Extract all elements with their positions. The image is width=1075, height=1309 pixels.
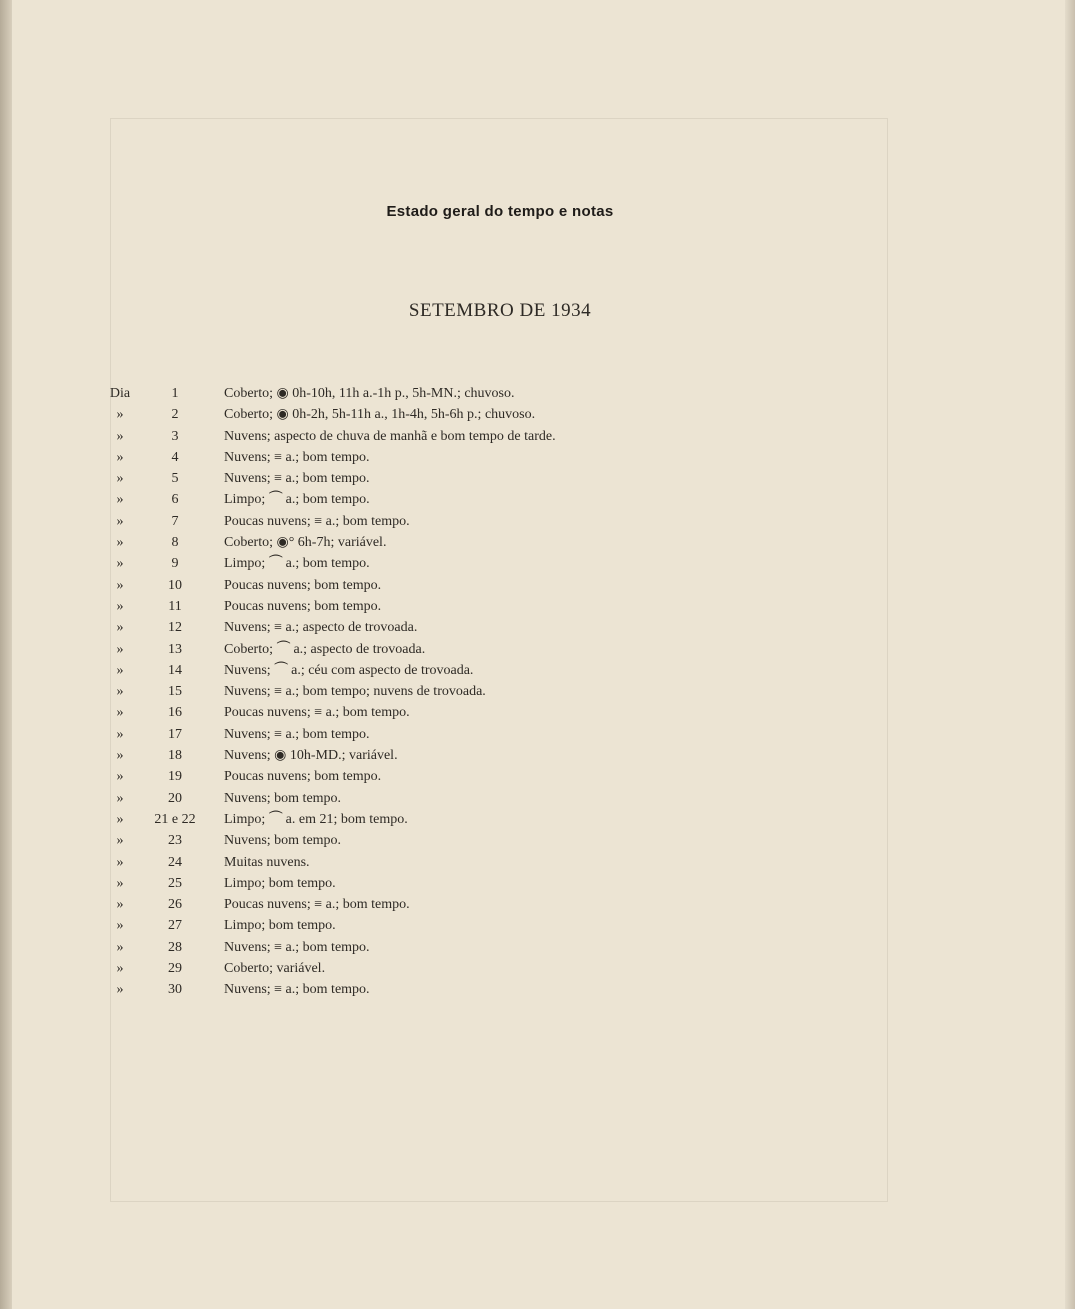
day-number: 25 (168, 875, 182, 891)
day-number: 27 (168, 918, 182, 934)
day-prefix: » (116, 705, 124, 721)
day-number: 9 (171, 556, 179, 572)
weather-note: Limpo; bom tempo. (224, 875, 336, 891)
day-number: 24 (168, 854, 182, 870)
day-prefix: » (116, 854, 124, 870)
daily-note-row (0, 489, 1000, 510)
day-number: 3 (171, 428, 179, 444)
day-prefix: Dia (109, 386, 131, 401)
day-number: 8 (171, 535, 179, 551)
weather-note: Poucas nuvens; ≡ a.; bom tempo. (224, 705, 410, 721)
day-prefix: » (116, 939, 124, 955)
weather-note: Poucas nuvens; bom tempo. (224, 598, 382, 614)
page-right-edge (1065, 0, 1075, 1309)
day-prefix: » (116, 471, 124, 487)
weather-note: Nuvens; bom tempo. (224, 833, 342, 849)
weather-note: Nuvens; ≡ a.; bom tempo. (224, 982, 370, 998)
day-number: 19 (168, 769, 182, 785)
weather-note: Coberto; variável. (224, 961, 326, 977)
daily-note-row (0, 532, 1000, 553)
daily-note-row (0, 852, 1000, 873)
day-number: 15 (168, 684, 182, 700)
day-number: 23 (168, 833, 182, 849)
day-prefix: » (116, 833, 124, 849)
day-number: 12 (168, 620, 182, 636)
daily-note-row (0, 553, 1000, 574)
day-prefix: » (116, 897, 124, 913)
day-number: 29 (168, 961, 182, 977)
weather-note: Poucas nuvens; ≡ a.; bom tempo. (224, 513, 410, 529)
weather-note: Poucas nuvens; ≡ a.; bom tempo. (224, 897, 410, 913)
day-number: 30 (168, 982, 182, 998)
daily-note-row (0, 702, 1000, 723)
daily-note-row (0, 958, 1000, 979)
day-prefix: » (116, 577, 124, 593)
day-number: 13 (168, 641, 182, 657)
day-number: 7 (171, 513, 179, 529)
weather-note: Limpo; bom tempo. (224, 918, 336, 934)
weather-note: Coberto; ⏜ a.; aspecto de trovoada. (224, 641, 426, 657)
day-number: 6 (171, 492, 179, 508)
day-prefix: » (116, 662, 124, 678)
day-number: 28 (168, 939, 182, 955)
weather-note: Nuvens; ≡ a.; bom tempo. (224, 471, 370, 487)
weather-note: Limpo; ⏜ a.; bom tempo. (224, 556, 370, 572)
section-heading: Estado geral do tempo e notas (386, 203, 614, 220)
weather-note: Poucas nuvens; bom tempo. (224, 769, 382, 785)
daily-notes-list (0, 383, 1000, 1001)
day-prefix: » (116, 961, 124, 977)
day-prefix: » (116, 811, 124, 827)
daily-note-row (0, 724, 1000, 745)
weather-note: Coberto; ◉ 0h-2h, 5h-11h a., 1h-4h, 5h-6h p.; chuvoso. (224, 407, 536, 423)
daily-note-row (0, 894, 1000, 915)
day-prefix: » (116, 620, 124, 636)
daily-note-row (0, 468, 1000, 489)
weather-note: Nuvens; ≡ a.; bom tempo. (224, 939, 370, 955)
weather-note: Nuvens; ◉ 10h-MD.; variável. (224, 748, 398, 764)
daily-note-row (0, 617, 1000, 638)
daily-note-row (0, 660, 1000, 681)
weather-note: Limpo; ⏜ a.; bom tempo. (224, 492, 370, 508)
day-prefix: » (116, 513, 124, 529)
daily-note-row (0, 447, 1000, 468)
day-prefix: » (116, 598, 124, 614)
day-number: 10 (168, 577, 182, 593)
weather-note: Coberto; ◉ 0h-10h, 11h a.-1h p., 5h-MN.; chuvoso. (224, 386, 515, 401)
day-number: 17 (168, 726, 182, 742)
day-prefix: » (116, 449, 124, 465)
daily-note-row (0, 426, 1000, 447)
weather-note: Nuvens; ≡ a.; bom tempo; nuvens de trovoada. (224, 684, 486, 700)
weather-note: Nuvens; ≡ a.; bom tempo. (224, 726, 370, 742)
day-number: 2 (171, 407, 179, 423)
day-prefix: » (116, 790, 124, 806)
day-number: 18 (168, 748, 182, 764)
weather-note: Coberto; ◉° 6h-7h; variável. (224, 535, 387, 551)
weather-note: Nuvens; ⏜ a.; céu com aspecto de trovoada. (224, 662, 474, 678)
day-prefix: » (116, 875, 124, 891)
day-prefix: » (116, 556, 124, 572)
weather-note: Nuvens; bom tempo. (224, 790, 342, 806)
daily-note-row (0, 639, 1000, 660)
daily-note-row (0, 788, 1000, 809)
day-prefix: » (116, 982, 124, 998)
daily-note-row (0, 937, 1000, 958)
daily-note-row (0, 766, 1000, 787)
weather-note: Muitas nuvens. (224, 854, 310, 870)
daily-note-row (0, 830, 1000, 851)
daily-note-row (0, 575, 1000, 596)
day-number: 1 (171, 386, 179, 401)
weather-note: Nuvens; aspecto de chuva de manhã e bom tempo de tarde. (224, 428, 556, 444)
day-number: 14 (168, 662, 182, 678)
day-number: 4 (171, 449, 179, 465)
daily-note-row (0, 809, 1000, 830)
day-number: 11 (168, 598, 182, 614)
day-prefix: » (116, 492, 124, 508)
weather-note: Nuvens; ≡ a.; bom tempo. (224, 449, 370, 465)
weather-note: Nuvens; ≡ a.; aspecto de trovoada. (224, 620, 418, 636)
daily-note-row (0, 915, 1000, 936)
day-number: 21 e 22 (154, 811, 196, 827)
weather-note: Poucas nuvens; bom tempo. (224, 577, 382, 593)
daily-note-row (0, 596, 1000, 617)
day-prefix: » (116, 918, 124, 934)
day-prefix: » (116, 748, 124, 764)
daily-note-row (0, 745, 1000, 766)
day-number: 16 (168, 705, 182, 721)
daily-note-row (0, 404, 1000, 425)
day-prefix: » (116, 641, 124, 657)
daily-note-row (0, 383, 1000, 404)
day-prefix: » (116, 428, 124, 444)
month-title: SETEMBRO DE 1934 (408, 300, 592, 321)
day-prefix: » (116, 407, 124, 423)
day-number: 26 (168, 897, 182, 913)
daily-note-row (0, 511, 1000, 532)
daily-note-row (0, 681, 1000, 702)
day-prefix: » (116, 769, 124, 785)
day-prefix: » (116, 684, 124, 700)
day-number: 5 (171, 471, 179, 487)
day-number: 20 (168, 790, 182, 806)
weather-note: Limpo; ⏜ a. em 21; bom tempo. (224, 811, 408, 827)
daily-note-row (0, 979, 1000, 1000)
day-prefix: » (116, 535, 124, 551)
daily-note-row (0, 873, 1000, 894)
day-prefix: » (116, 726, 124, 742)
